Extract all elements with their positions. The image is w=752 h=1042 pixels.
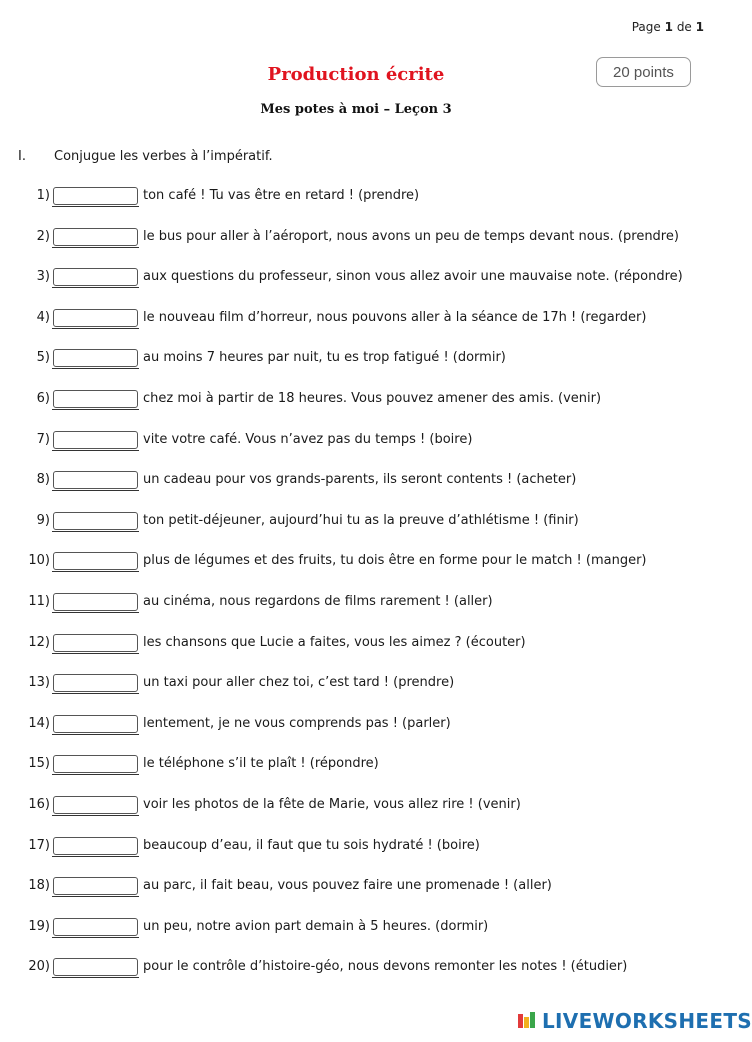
- exercise-number: 4): [36, 310, 50, 325]
- page-title: Production écrite: [267, 64, 445, 85]
- exercise-text: au cinéma, nous regardons de films rarement ! (aller): [143, 594, 493, 609]
- answer-input[interactable]: [53, 349, 138, 367]
- exercise-text: chez moi à partir de 18 heures. Vous pouvez amener des amis. (venir): [143, 391, 602, 406]
- section-instruction: [18, 149, 273, 164]
- exercise-text: les chansons que Lucie a faites, vous les aimez ? (écouter): [143, 635, 526, 650]
- exercise-number: 3): [36, 269, 50, 284]
- answer-input[interactable]: [53, 268, 138, 286]
- exercise-text: le nouveau film d’horreur, nous pouvons aller à la séance de 17h ! (regarder): [143, 310, 647, 325]
- exercise-number: 15): [28, 756, 50, 771]
- exercise-number: 6): [36, 391, 50, 406]
- exercise-row: [0, 668, 720, 692]
- exercise-text: un peu, notre avion part demain à 5 heures. (dormir): [143, 919, 489, 934]
- exercise-number: 1): [36, 188, 50, 203]
- exercise-row: [0, 912, 720, 936]
- answer-input[interactable]: [53, 471, 138, 489]
- exercise-row: [0, 628, 720, 652]
- answer-input[interactable]: [53, 634, 138, 652]
- exercise-row: [0, 749, 720, 773]
- exercise-row: [0, 709, 720, 733]
- section-number: I.: [18, 149, 26, 164]
- exercise-number: 2): [36, 229, 50, 244]
- instruction-text: Conjugue les verbes à l’impératif.: [54, 149, 273, 164]
- exercise-number: 5): [36, 350, 50, 365]
- exercise-row: [0, 262, 720, 286]
- answer-input[interactable]: [53, 512, 138, 530]
- answer-input[interactable]: [53, 187, 138, 205]
- exercise-number: 13): [28, 675, 50, 690]
- exercise-number: 11): [28, 594, 50, 609]
- exercise-text: aux questions du professeur, sinon vous allez avoir une mauvaise note. (répondre): [143, 269, 683, 284]
- exercise-text: ton petit-déjeuner, aujourd’hui tu as la preuve d’athlétisme ! (finir): [143, 513, 579, 528]
- answer-input[interactable]: [53, 715, 138, 733]
- exercise-row: [0, 587, 720, 611]
- exercise-number: 12): [28, 635, 50, 650]
- exercise-text: plus de légumes et des fruits, tu dois être en forme pour le match ! (manger): [143, 553, 647, 568]
- answer-input[interactable]: [53, 674, 138, 692]
- exercise-number: 7): [36, 432, 50, 447]
- liveworksheets-logo: [518, 1010, 752, 1032]
- exercise-text: le bus pour aller à l’aéroport, nous avons un peu de temps devant nous. (prendre): [143, 229, 679, 244]
- exercise-row: [0, 465, 720, 489]
- answer-input[interactable]: [53, 918, 138, 936]
- exercise-number: 14): [28, 716, 50, 731]
- exercise-row: [0, 222, 720, 246]
- exercise-row: [0, 425, 720, 449]
- exercise-text: lentement, je ne vous comprends pas ! (parler): [143, 716, 451, 731]
- answer-input[interactable]: [53, 837, 138, 855]
- exercise-text: un taxi pour aller chez toi, c’est tard ! (prendre): [143, 675, 455, 690]
- liveworksheets-logo-icon: [518, 1012, 538, 1030]
- exercise-number: 18): [28, 878, 50, 893]
- answer-input[interactable]: [53, 431, 138, 449]
- exercise-number: 16): [28, 797, 50, 812]
- exercise-text: vite votre café. Vous n’avez pas du temps ! (boire): [143, 432, 473, 447]
- exercise-row: [0, 871, 720, 895]
- exercise-number: 17): [28, 838, 50, 853]
- exercise-text: ton café ! Tu vas être en retard ! (prendre): [143, 188, 420, 203]
- exercise-row: [0, 181, 720, 205]
- page-number: Page 1 de 1: [631, 20, 704, 34]
- exercise-row: [0, 831, 720, 855]
- exercise-row: [0, 506, 720, 530]
- answer-input[interactable]: [53, 309, 138, 327]
- exercise-number: 9): [36, 513, 50, 528]
- exercise-row: [0, 303, 720, 327]
- exercise-text: voir les photos de la fête de Marie, vous allez rire ! (venir): [143, 797, 521, 812]
- exercise-row: [0, 952, 720, 976]
- exercise-text: au parc, il fait beau, vous pouvez faire une promenade ! (aller): [143, 878, 552, 893]
- exercise-row: [0, 343, 720, 367]
- exercise-text: le téléphone s’il te plaît ! (répondre): [143, 756, 379, 771]
- exercise-number: 10): [28, 553, 50, 568]
- answer-input[interactable]: [53, 958, 138, 976]
- answer-input[interactable]: [53, 390, 138, 408]
- answer-input[interactable]: [53, 552, 138, 570]
- exercise-text: pour le contrôle d’histoire-géo, nous devons remonter les notes ! (étudier): [143, 959, 628, 974]
- answer-input[interactable]: [53, 796, 138, 814]
- page-subtitle: Mes potes à moi – Leçon 3: [260, 102, 452, 117]
- answer-input[interactable]: [53, 228, 138, 246]
- exercise-row: [0, 790, 720, 814]
- exercise-row: [0, 546, 720, 570]
- exercise-number: 19): [28, 919, 50, 934]
- exercise-text: un cadeau pour vos grands-parents, ils seront contents ! (acheter): [143, 472, 577, 487]
- answer-input[interactable]: [53, 593, 138, 611]
- exercise-row: [0, 384, 720, 408]
- logo-text: LIVEWORKSHEETS: [542, 1009, 752, 1033]
- answer-input[interactable]: [53, 877, 138, 895]
- exercise-number: 8): [36, 472, 50, 487]
- exercise-text: beaucoup d’eau, il faut que tu sois hydraté ! (boire): [143, 838, 480, 853]
- points-badge: 20 points: [596, 57, 691, 87]
- answer-input[interactable]: [53, 755, 138, 773]
- exercise-number: 20): [28, 959, 50, 974]
- exercise-text: au moins 7 heures par nuit, tu es trop fatigué ! (dormir): [143, 350, 506, 365]
